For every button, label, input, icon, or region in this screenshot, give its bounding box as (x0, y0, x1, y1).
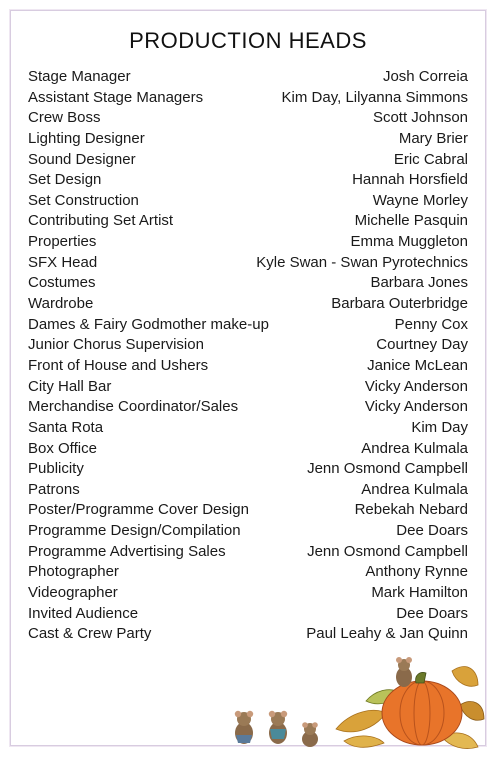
credit-row (28, 397, 468, 418)
credit-role: Set Design (28, 171, 102, 189)
mouse-on-pumpkin-illustration (396, 657, 412, 687)
credit-row (28, 459, 468, 480)
credit-role: Stage Manager (28, 68, 131, 85)
credit-name: Emma Muggleton (350, 233, 468, 251)
credit-role: Contributing Set Artist (28, 212, 174, 230)
credit-name: Paul Leahy & Jan Quinn (306, 625, 468, 643)
credit-name: Janice McLean (367, 356, 468, 374)
credit-role: Patrons (28, 480, 80, 498)
credit-row (28, 232, 468, 253)
credit-row (28, 439, 468, 460)
programme-page (10, 10, 486, 746)
credit-name: Mark Hamilton (371, 584, 468, 602)
credit-role: Assistant Stage Managers (28, 88, 204, 106)
credits-list (28, 67, 468, 645)
mice-illustration (235, 711, 318, 747)
credit-name: Kim Day (411, 418, 468, 436)
credit-role: Invited Audience (28, 604, 139, 622)
credit-row (28, 88, 468, 109)
credit-role: Videographer (28, 584, 118, 602)
credit-row (28, 562, 468, 583)
credit-name: Penny Cox (394, 315, 468, 333)
credit-name: Barbara Jones (370, 274, 468, 292)
credit-role: Photographer (28, 563, 119, 581)
credit-name: Kim Day, Lilyanna Simmons (281, 88, 468, 106)
credit-name: Jenn Osmond Campbell (307, 460, 468, 478)
credit-name: Michelle Pasquin (354, 212, 468, 230)
credit-row (28, 273, 468, 294)
credit-role: Set Construction (28, 191, 139, 209)
credit-row (28, 335, 468, 356)
credit-name: Vicky Anderson (364, 377, 468, 395)
credit-name: Anthony Rynne (365, 563, 468, 581)
credit-name: Mary Brier (398, 129, 468, 147)
credit-role: Programme Advertising Sales (28, 542, 226, 560)
credit-name: Hannah Horsfield (352, 171, 468, 189)
credit-name: Dee Doars (396, 604, 468, 622)
credit-row (28, 542, 468, 563)
credit-name: Vicky Anderson (364, 398, 468, 416)
credit-name: Rebekah Nebard (354, 501, 468, 519)
credit-row (28, 294, 468, 315)
credit-name: Jenn Osmond Campbell (307, 542, 468, 560)
credit-name: Barbara Outerbridge (331, 295, 468, 313)
credit-name: Courtney Day (376, 336, 468, 354)
credit-role: Dames & Fairy Godmother make-up (28, 315, 269, 333)
credit-name: Josh Correia (382, 68, 468, 85)
credit-row (28, 418, 468, 439)
credit-role: Crew Boss (28, 109, 101, 127)
credit-name: Eric Cabral (393, 150, 468, 168)
credit-name: Kyle Swan - Swan Pyrotechnics (256, 253, 468, 271)
pumpkin-mice-illustration (216, 641, 486, 753)
credit-row (28, 500, 468, 521)
credit-role: Santa Rota (28, 418, 104, 436)
credit-row (28, 315, 468, 336)
credit-role: City Hall Bar (28, 377, 112, 395)
credit-role: Costumes (28, 274, 96, 292)
credit-row (28, 129, 468, 150)
credit-row (28, 583, 468, 604)
credit-role: Lighting Designer (28, 129, 145, 147)
credit-role: Sound Designer (28, 150, 136, 168)
credit-name: Andrea Kulmala (361, 439, 468, 457)
credit-row (28, 521, 468, 542)
credit-role: Box Office (28, 439, 97, 457)
credit-row (28, 356, 468, 377)
page-title: PRODUCTION HEADS (129, 28, 367, 53)
credit-role: Wardrobe (28, 295, 94, 313)
credit-role: Junior Chorus Supervision (28, 336, 204, 354)
credit-role: Publicity (28, 460, 84, 478)
credit-row (28, 480, 468, 501)
credit-role: Programme Design/Compilation (28, 522, 241, 540)
credit-row (28, 191, 468, 212)
credit-name: Scott Johnson (372, 109, 468, 127)
credit-row (28, 108, 468, 129)
pumpkin-illustration (382, 672, 462, 745)
credit-row (28, 377, 468, 398)
credit-role: Merchandise Coordinator/Sales (28, 398, 239, 416)
credit-row (28, 67, 468, 88)
credit-role: Properties (28, 233, 97, 251)
credit-row (28, 170, 468, 191)
credit-role: Cast & Crew Party (28, 625, 152, 643)
credit-name: Wayne Morley (372, 191, 468, 209)
credit-name: Dee Doars (396, 522, 468, 540)
credit-role: Front of House and Ushers (28, 356, 209, 374)
credit-row (28, 604, 468, 625)
credit-row (28, 253, 468, 274)
credit-row (28, 150, 468, 171)
credit-role: SFX Head (28, 253, 98, 271)
credit-name: Andrea Kulmala (361, 480, 468, 498)
credit-row (28, 211, 468, 232)
credit-role: Poster/Programme Cover Design (28, 501, 249, 519)
